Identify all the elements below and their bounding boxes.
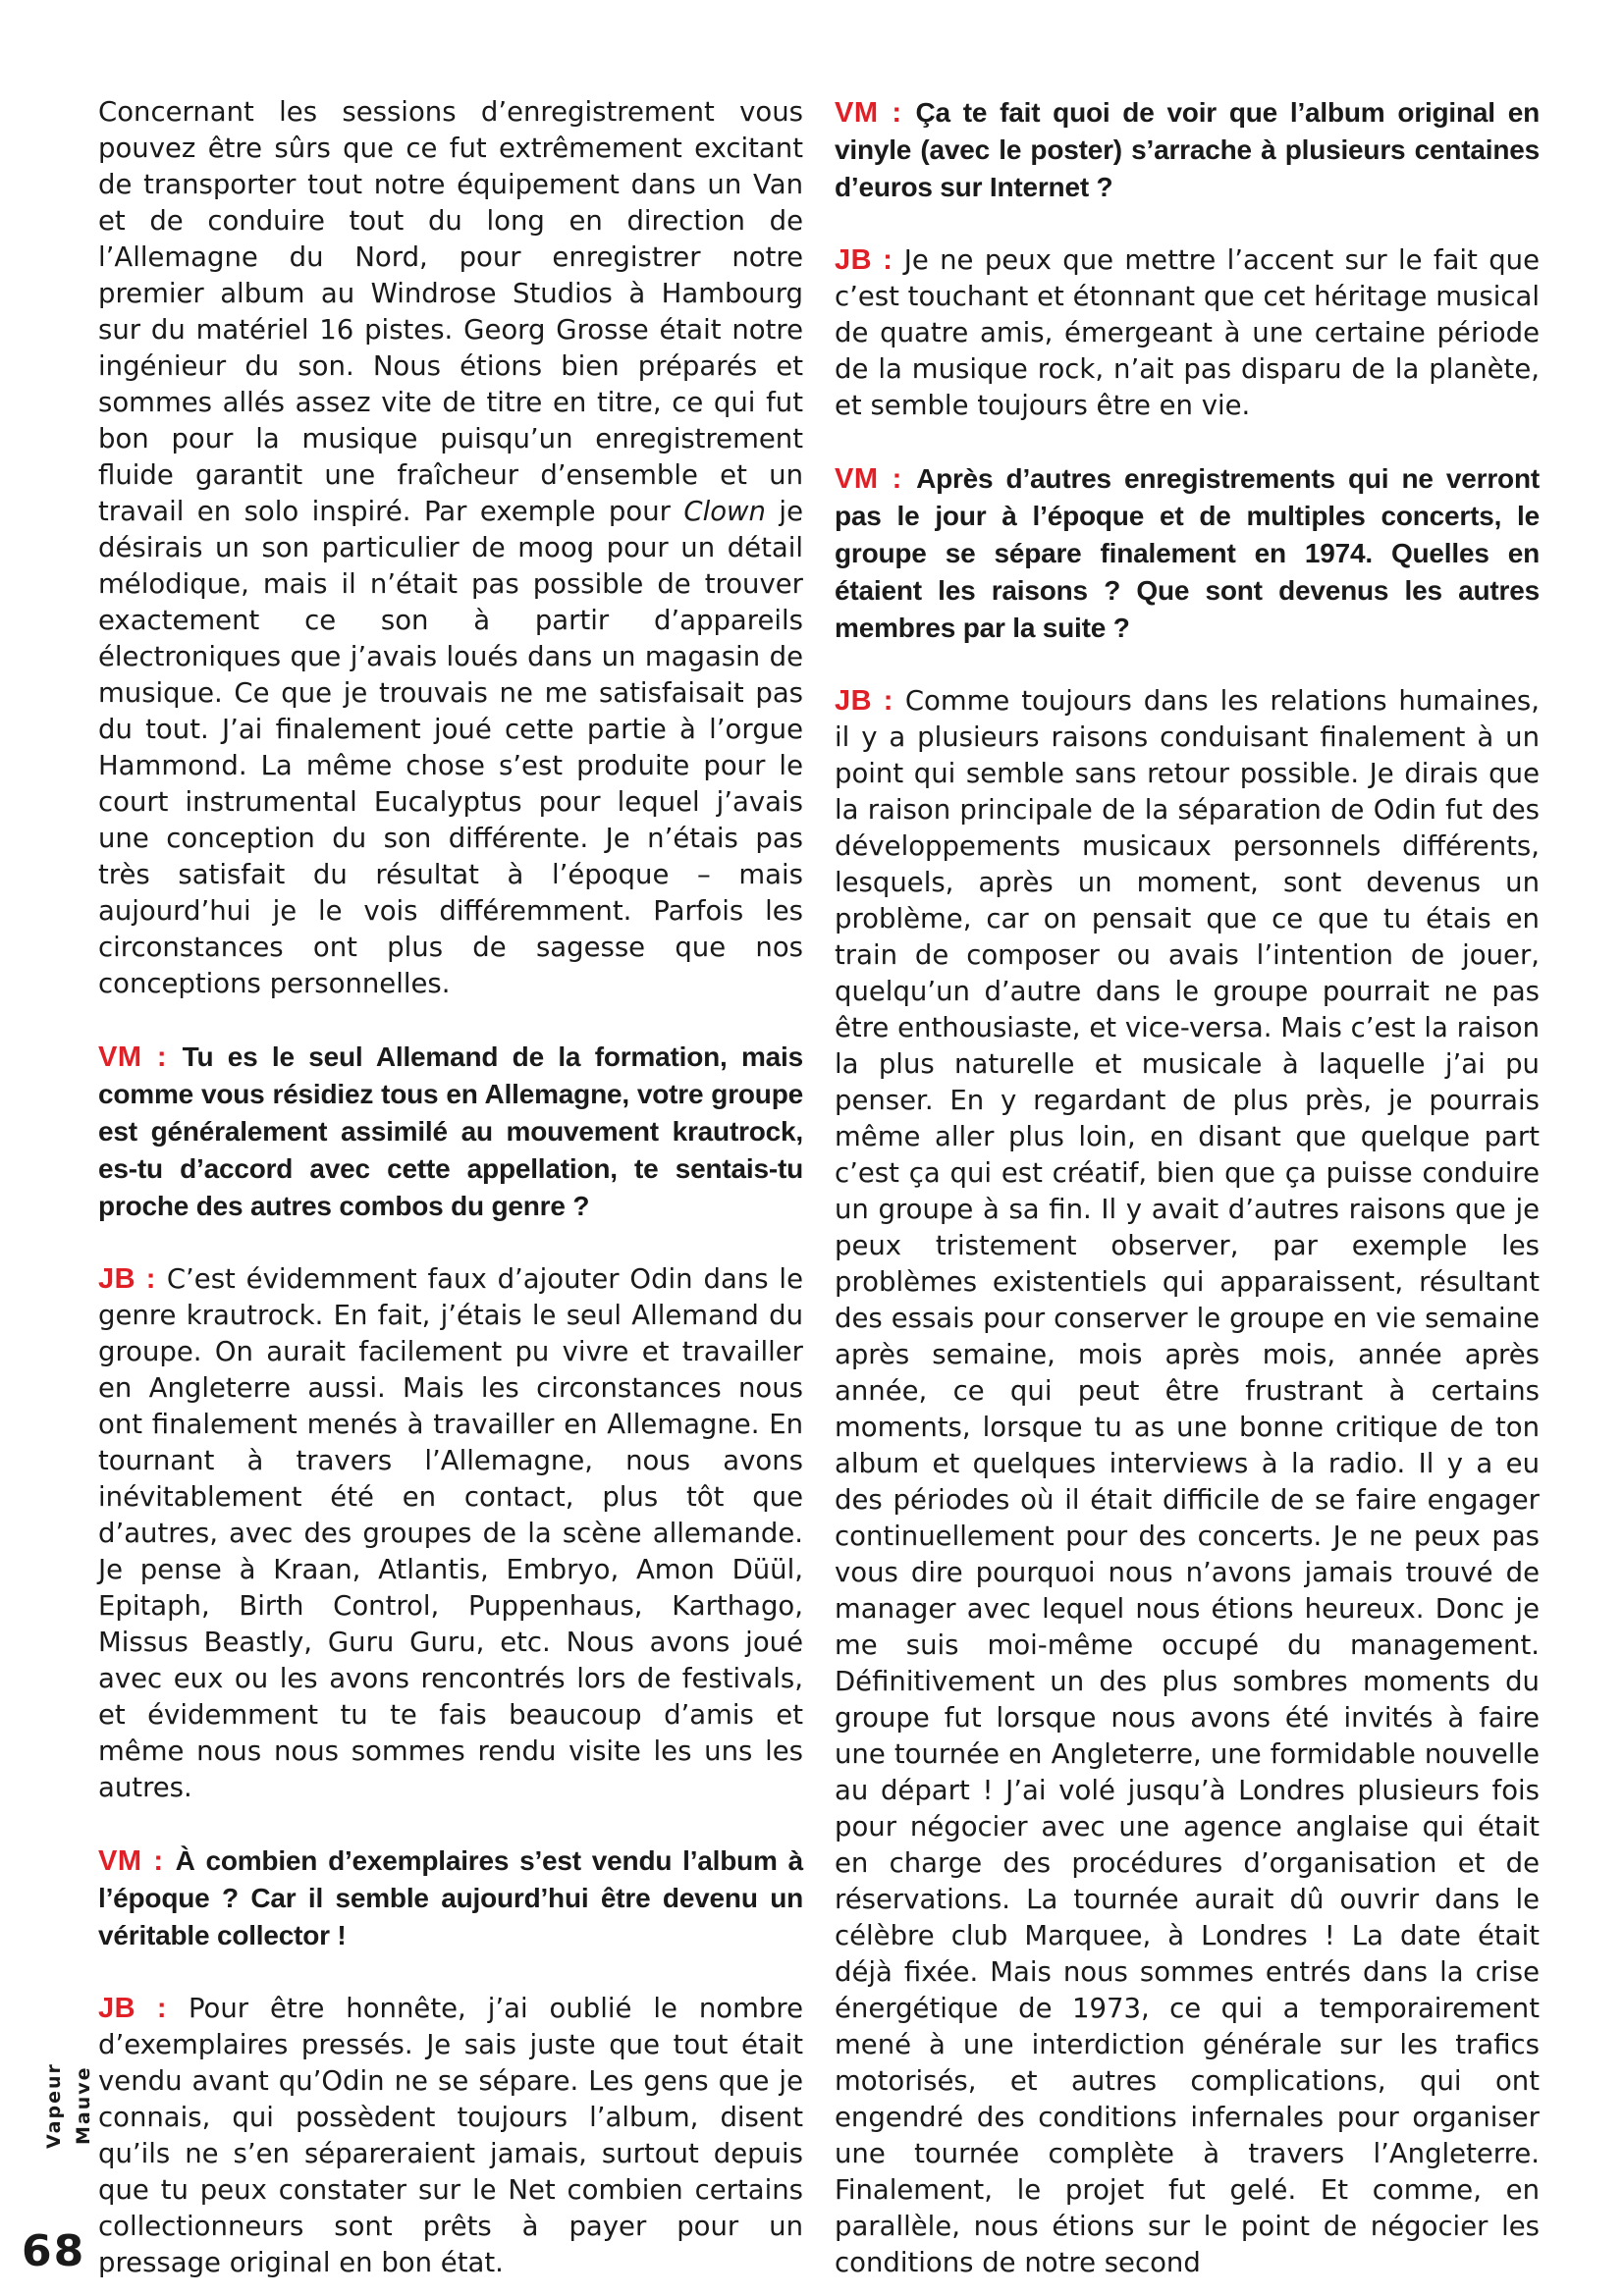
left-column	[98, 94, 803, 2281]
right-column	[835, 94, 1540, 2281]
answer-text: Comme toujours dans les relations humaines, il y a plusieurs raisons conduisant finalement à un point qui semble sans retour possible. Je dirais que la raison principale de la séparation de Odin fut des développements musicaux personnels différents, lesquels, après un moment, sont devenus un problème, car on pensait que ce que tu étais en train de composer ou avais l’intention de jouer, quelqu’un d’autre dans le groupe pourrait ne pas être enthousiaste, et vice-versa. Mais c’est la raison la plus naturelle et musicale à laquelle j’ai pu penser. En y regardant de plus près, je pourrais même aller plus loin, en disant que quelque part c’est ça qui est créatif, bien que ça puisse conduire un groupe à sa fin. Il y avait d’autres raisons que je peux tristement observer, par exemple les problèmes existentiels qui apparaissent, résultant des essais pour conserver le groupe en vie semaine après semaine, mois après mois, année après année, ce qui peut être frustrant à certains moments, lorsque tu as une bonne critique de ton album et quelques interviews à la radio. Il y a eu des périodes où il était difficile de se faire engager continuellement pour des concerts. Je ne peux pas vous dire pourquoi nous n’avons jamais trouvé de manager avec lequel nous étions heureux. Donc je me suis moi-même occupé du management. Définitivement un des plus sombres moments du groupe fut lorsque nous avons été invités à faire une tournée en Angleterre, une formidable nouvelle au départ ! J’ai volé jusqu’à Londres plusieurs fois pour négocier avec une agence anglaise qui était en charge des procédures d’organisation et de réservations. La tournée aurait dû ouvrir dans le célèbre club Marquee, à Londres ! La date était déjà fixée. Mais nous sommes entrés dans la crise énergétique de 1973, ce qui a temporairement mené à une interdiction générale sur les trafics motorisés, et autres complications, qui ont engendré des conditions infernales pour organiser une tournée complète à travers l’Angleterre. Finalement, le projet fut gelé. Et comme, en parallèle, nous étions sur le point de négocier les conditions de notre second	[835, 685, 1540, 2278]
magazine-name-vertical: Vapeur Mauve	[43, 2062, 94, 2149]
answer-paragraph	[98, 94, 803, 1002]
question-paragraph	[835, 94, 1540, 206]
answer-text: Pour être honnête, j’ai oublié le nombre d’exemplaires pressés. Je sais juste que tout était vendu avant qu’Odin ne se sépare. Les gens que je connais, qui possèdent toujours l’album, disent qu’ils ne s’en sépareraient jamais, surtout depuis que tu peux constater sur le Net combien certains collectionneurs sont prêts à payer pour un pressage original en bon état.	[98, 1993, 803, 2278]
question-paragraph	[98, 1039, 803, 1225]
speaker-label: VM :	[835, 463, 902, 495]
question-text: Tu es le seul Allemand de la formation, mais comme vous résidiez tous en Allemagne, votre groupe est généralement assimilé au mouvement krautrock, es-tu d’accord avec cette appellation, te sentais-tu proche des autres combos du genre ?	[98, 1041, 804, 1221]
page-number: 68	[22, 2226, 86, 2276]
answer-paragraph	[835, 242, 1540, 424]
question-text: Après d’autres enregistrements qui ne verront pas le jour à l’époque et de multiples concerts, le groupe se sépare finalement en 1974. Quelles en étaient les raisons ? Que sont devenus les autres membres par la suite ?	[835, 463, 1540, 643]
question-text: Ça te fait quoi de voir que l’album original en vinyle (avec le poster) s’arrache à plusieurs centaines d’euros sur Internet ?	[835, 97, 1540, 202]
answer-text: je désirais un son particulier de moog pour un détail mélodique, mais il n’était pas possible de trouver exactement ce son à partir d’appareils électroniques que j’avais loués dans un magasin de musique. Ce que je trouvais ne me satisfaisait pas du tout. J’ai finalement joué cette partie à l’orgue Hammond. La même chose s’est produite pour le court instrumental Eucalyptus pour lequel j’avais une conception du son différente. Je n’étais pas très satisfait du résultat à l’époque – mais aujourd’hui je le vois différemment. Parfois les circonstances ont plus de sagesse que nos conceptions personnelles.	[98, 496, 803, 999]
italic-title: Clown	[683, 496, 766, 527]
speaker-label: JB :	[98, 1263, 156, 1295]
speaker-label: VM :	[98, 1041, 168, 1073]
speaker-label: VM :	[835, 97, 902, 129]
answer-text: C’est évidemment faux d’ajouter Odin dans le genre krautrock. En fait, j’étais le seul Allemand du groupe. On aurait facilement pu vivre et travailler en Angleterre aussi. Mais les circonstances nous ont finalement menés à travailler en Allemagne. En tournant à travers l’Allemagne, nous avons inévitablement été en contact, plus tôt que d’autres, avec des groupes de la scène allemande. Je pense à Kraan, Atlantis, Embryo, Amon Düül, Epitaph, Birth Control, Puppenhaus, Karthago, Missus Beastly, Guru Guru, etc. Nous avons joué avec eux ou les avons rencontrés lors de festivals, et évidemment tu te fais beaucoup d’amis et même nous nous sommes rendu visite les uns les autres.	[98, 1263, 803, 1803]
speaker-label: JB :	[98, 1993, 167, 2024]
answer-paragraph	[835, 683, 1540, 2281]
question-text: À combien d’exemplaires s’est vendu l’album à l’époque ? Car il semble aujourd’hui être devenu un véritable collector !	[98, 1845, 803, 1950]
speaker-label: JB :	[835, 244, 893, 276]
answer-text: Je ne peux que mettre l’accent sur le fait que c’est touchant et étonnant que cet héritage musical de quatre amis, émergeant à une certaine période de la musique rock, n’ait pas disparu de la planète, et semble toujours être en vie.	[835, 244, 1540, 421]
speaker-label: VM :	[98, 1845, 164, 1877]
answer-paragraph	[98, 1991, 803, 2281]
answer-text: Concernant les sessions d’enregistrement vous pouvez être sûrs que ce fut extrêmement excitant de transporter tout notre équipement dans un Van et de conduire tout du long en direction de l’Allemagne du Nord, pour enregistrer notre premier album au Windrose Studios à Hambourg sur du matériel 16 pistes. Georg Grosse était notre ingénieur du son. Nous étions bien préparés et sommes allés assez vite de titre en titre, ce qui fut bon pour la musique puisqu’un enregistrement fluide garantit une fraîcheur d’ensemble et un travail en solo inspiré. Par exemple pour	[98, 96, 803, 527]
answer-paragraph	[98, 1261, 803, 1806]
question-paragraph	[835, 460, 1540, 647]
question-paragraph	[98, 1842, 803, 1954]
speaker-label: JB :	[835, 685, 893, 717]
